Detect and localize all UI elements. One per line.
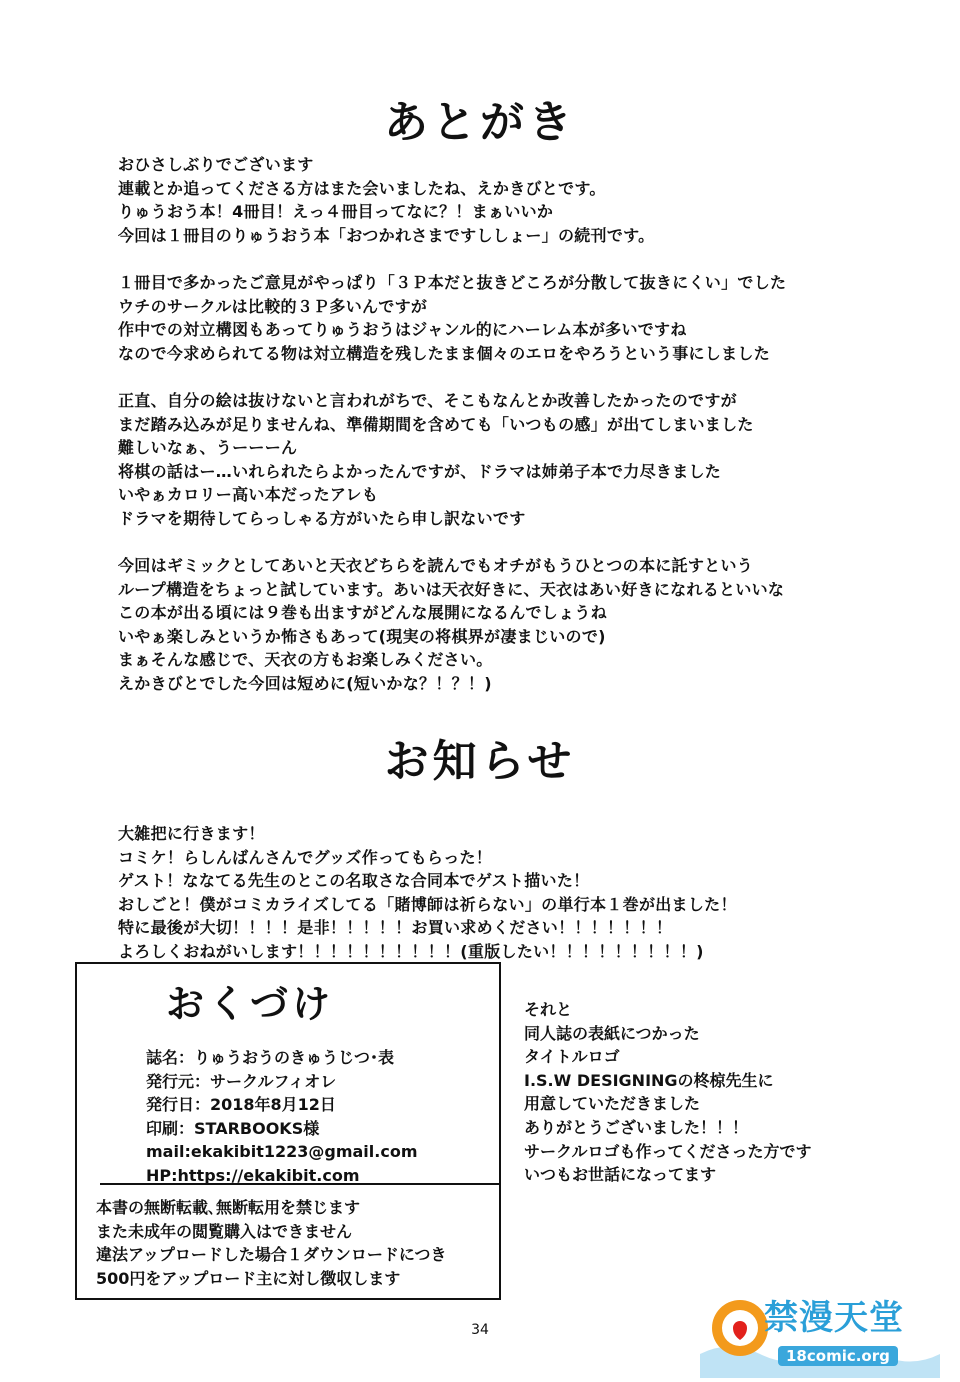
text-line: 同人誌の表紙につかった bbox=[524, 1023, 700, 1043]
text-line: 本書の無断転載､無断転用を禁じます bbox=[96, 1198, 361, 1217]
watermark-logo bbox=[700, 1284, 940, 1378]
text-line: 将棋の話はー…いれられたらよかったんですが、ドラマは姉弟子本で力尽きました bbox=[118, 461, 722, 481]
text-line: mail:ekakibit1223@gmail.com bbox=[146, 1142, 418, 1162]
text-line: 発行元：サークルフィオレ bbox=[146, 1071, 337, 1091]
text-line: りゅうおう本！4冊目！えっ４冊目ってなに？！まぁいいか bbox=[118, 202, 554, 222]
text-line: 難しいなぁ、うーーーん bbox=[118, 438, 298, 458]
text-line: おしごと！僕がコミカライズしてる「賭博師は祈らない」の単行本１巻が出ました！ bbox=[118, 894, 737, 914]
colophon-details bbox=[146, 1046, 486, 1188]
text-line: また未成年の閲覧購入はできません bbox=[96, 1221, 353, 1241]
text-line: 今回は１冊目のりゅうおう本「おつかれさまですししょー」の続刊です。 bbox=[118, 225, 655, 245]
text-line bbox=[118, 247, 918, 271]
text-line: ゲスト！ななてる先生のとこの名取さな合同本でゲスト描いた！ bbox=[118, 871, 590, 891]
text-line: 今回はギミックとしてあいと天衣どちらを読んでもオチがもうひとつの本に託すという bbox=[118, 556, 754, 576]
text-line: いやぁカロリー高い本だったアレも bbox=[118, 485, 379, 505]
text-line: ドラマを期待してらっしゃる方がいたら申し訳ないです bbox=[118, 508, 526, 528]
text-line: サークルロゴも作ってくださった方です bbox=[524, 1141, 812, 1161]
watermark-url: 18comic.org bbox=[778, 1346, 898, 1366]
text-line: この本が出る頃には９巻も出ますがどんな展開になるんでしょうね bbox=[118, 603, 608, 623]
text-line: ウチのサークルは比較的３Ｐ多いんですが bbox=[118, 296, 428, 316]
text-line: 特に最後が大切！！！！是非！！！！！お買い求めください！！！！！！！ bbox=[118, 918, 673, 938]
text-line: 大雑把に行きます！ bbox=[118, 824, 265, 843]
text-line bbox=[118, 365, 918, 389]
text-line bbox=[118, 531, 918, 555]
text-line: ループ構造をちょっと試しています。あいは天衣好きに、天衣はあい好きになれるといいな bbox=[118, 579, 785, 599]
text-line: えかきびとでした今回は短めに(短いかな？！？！) bbox=[118, 674, 492, 694]
text-line: 正直、自分の絵は抜けないと言われがちで、そこもなんとか改善したかったのですが bbox=[118, 390, 737, 410]
afterword-text bbox=[118, 153, 918, 696]
text-line: おひさしぶりでございます bbox=[118, 155, 314, 174]
text-line: 違法アップロードした場合１ダウンロードにつき bbox=[96, 1245, 447, 1265]
colophon-legal-notice bbox=[96, 1196, 496, 1290]
text-line: 発行日：2018年8月12日 bbox=[146, 1095, 336, 1115]
text-line: 印刷：STARBOOKS様 bbox=[146, 1118, 320, 1138]
text-line: １冊目で多かったご意見がやっぱり「３Ｐ本だと抜きどころが分散して抜きにくい」でした bbox=[118, 272, 787, 292]
page-number: 34 bbox=[471, 1322, 489, 1338]
text-line: まだ踏み込みが足りませんね、準備期間を含めても「いつもの感」が出てしまいました bbox=[118, 414, 754, 434]
text-line: よろしくおねがいします！！！！！！！！！！(重版したい！！！！！！！！！) bbox=[118, 941, 704, 961]
text-line: 500円をアップロード主に対し徴収します bbox=[96, 1268, 401, 1288]
text-line: HP:https://ekakibit.com bbox=[146, 1165, 360, 1185]
text-line: いつもお世話になってます bbox=[524, 1165, 717, 1185]
text-line: タイトルロゴ bbox=[524, 1047, 620, 1067]
text-line: ありがとうございました！！！ bbox=[524, 1117, 749, 1137]
text-line: なので今求められてる物は対立構造を残したまま個々のエロをやろうという事にしました bbox=[118, 343, 771, 363]
notice-title: お知らせ bbox=[384, 736, 576, 787]
text-line: まぁそんな感じで、天衣の方もお楽しみください。 bbox=[118, 650, 493, 670]
side-note bbox=[524, 998, 904, 1187]
text-line: 用意していただきました bbox=[524, 1094, 701, 1114]
text-line: 連載とか追ってくださる方はまた会いましたね、えかきびとです。 bbox=[118, 178, 606, 198]
watermark-name: 禁漫天堂 bbox=[764, 1298, 904, 1338]
notice-text bbox=[118, 822, 918, 964]
text-line: それと bbox=[524, 1000, 573, 1019]
text-line: 誌名：りゅうおうのきゅうじつ･表 bbox=[146, 1048, 395, 1067]
text-line: I.S.W DESIGNINGの柊椋先生に bbox=[524, 1070, 774, 1090]
text-line: コミケ！らしんばんさんでグッズ作ってもらった！ bbox=[118, 847, 493, 867]
colophon-title: おくづけ bbox=[165, 982, 334, 1026]
text-line: いやぁ楽しみというか怖さもあって(現実の将棋界が凄まじいので) bbox=[118, 626, 606, 646]
text-line: 作中での対立構図もあってりゅうおうはジャンル的にハーレム本が多いですね bbox=[118, 320, 687, 340]
afterword-title: あとがき bbox=[384, 97, 576, 148]
